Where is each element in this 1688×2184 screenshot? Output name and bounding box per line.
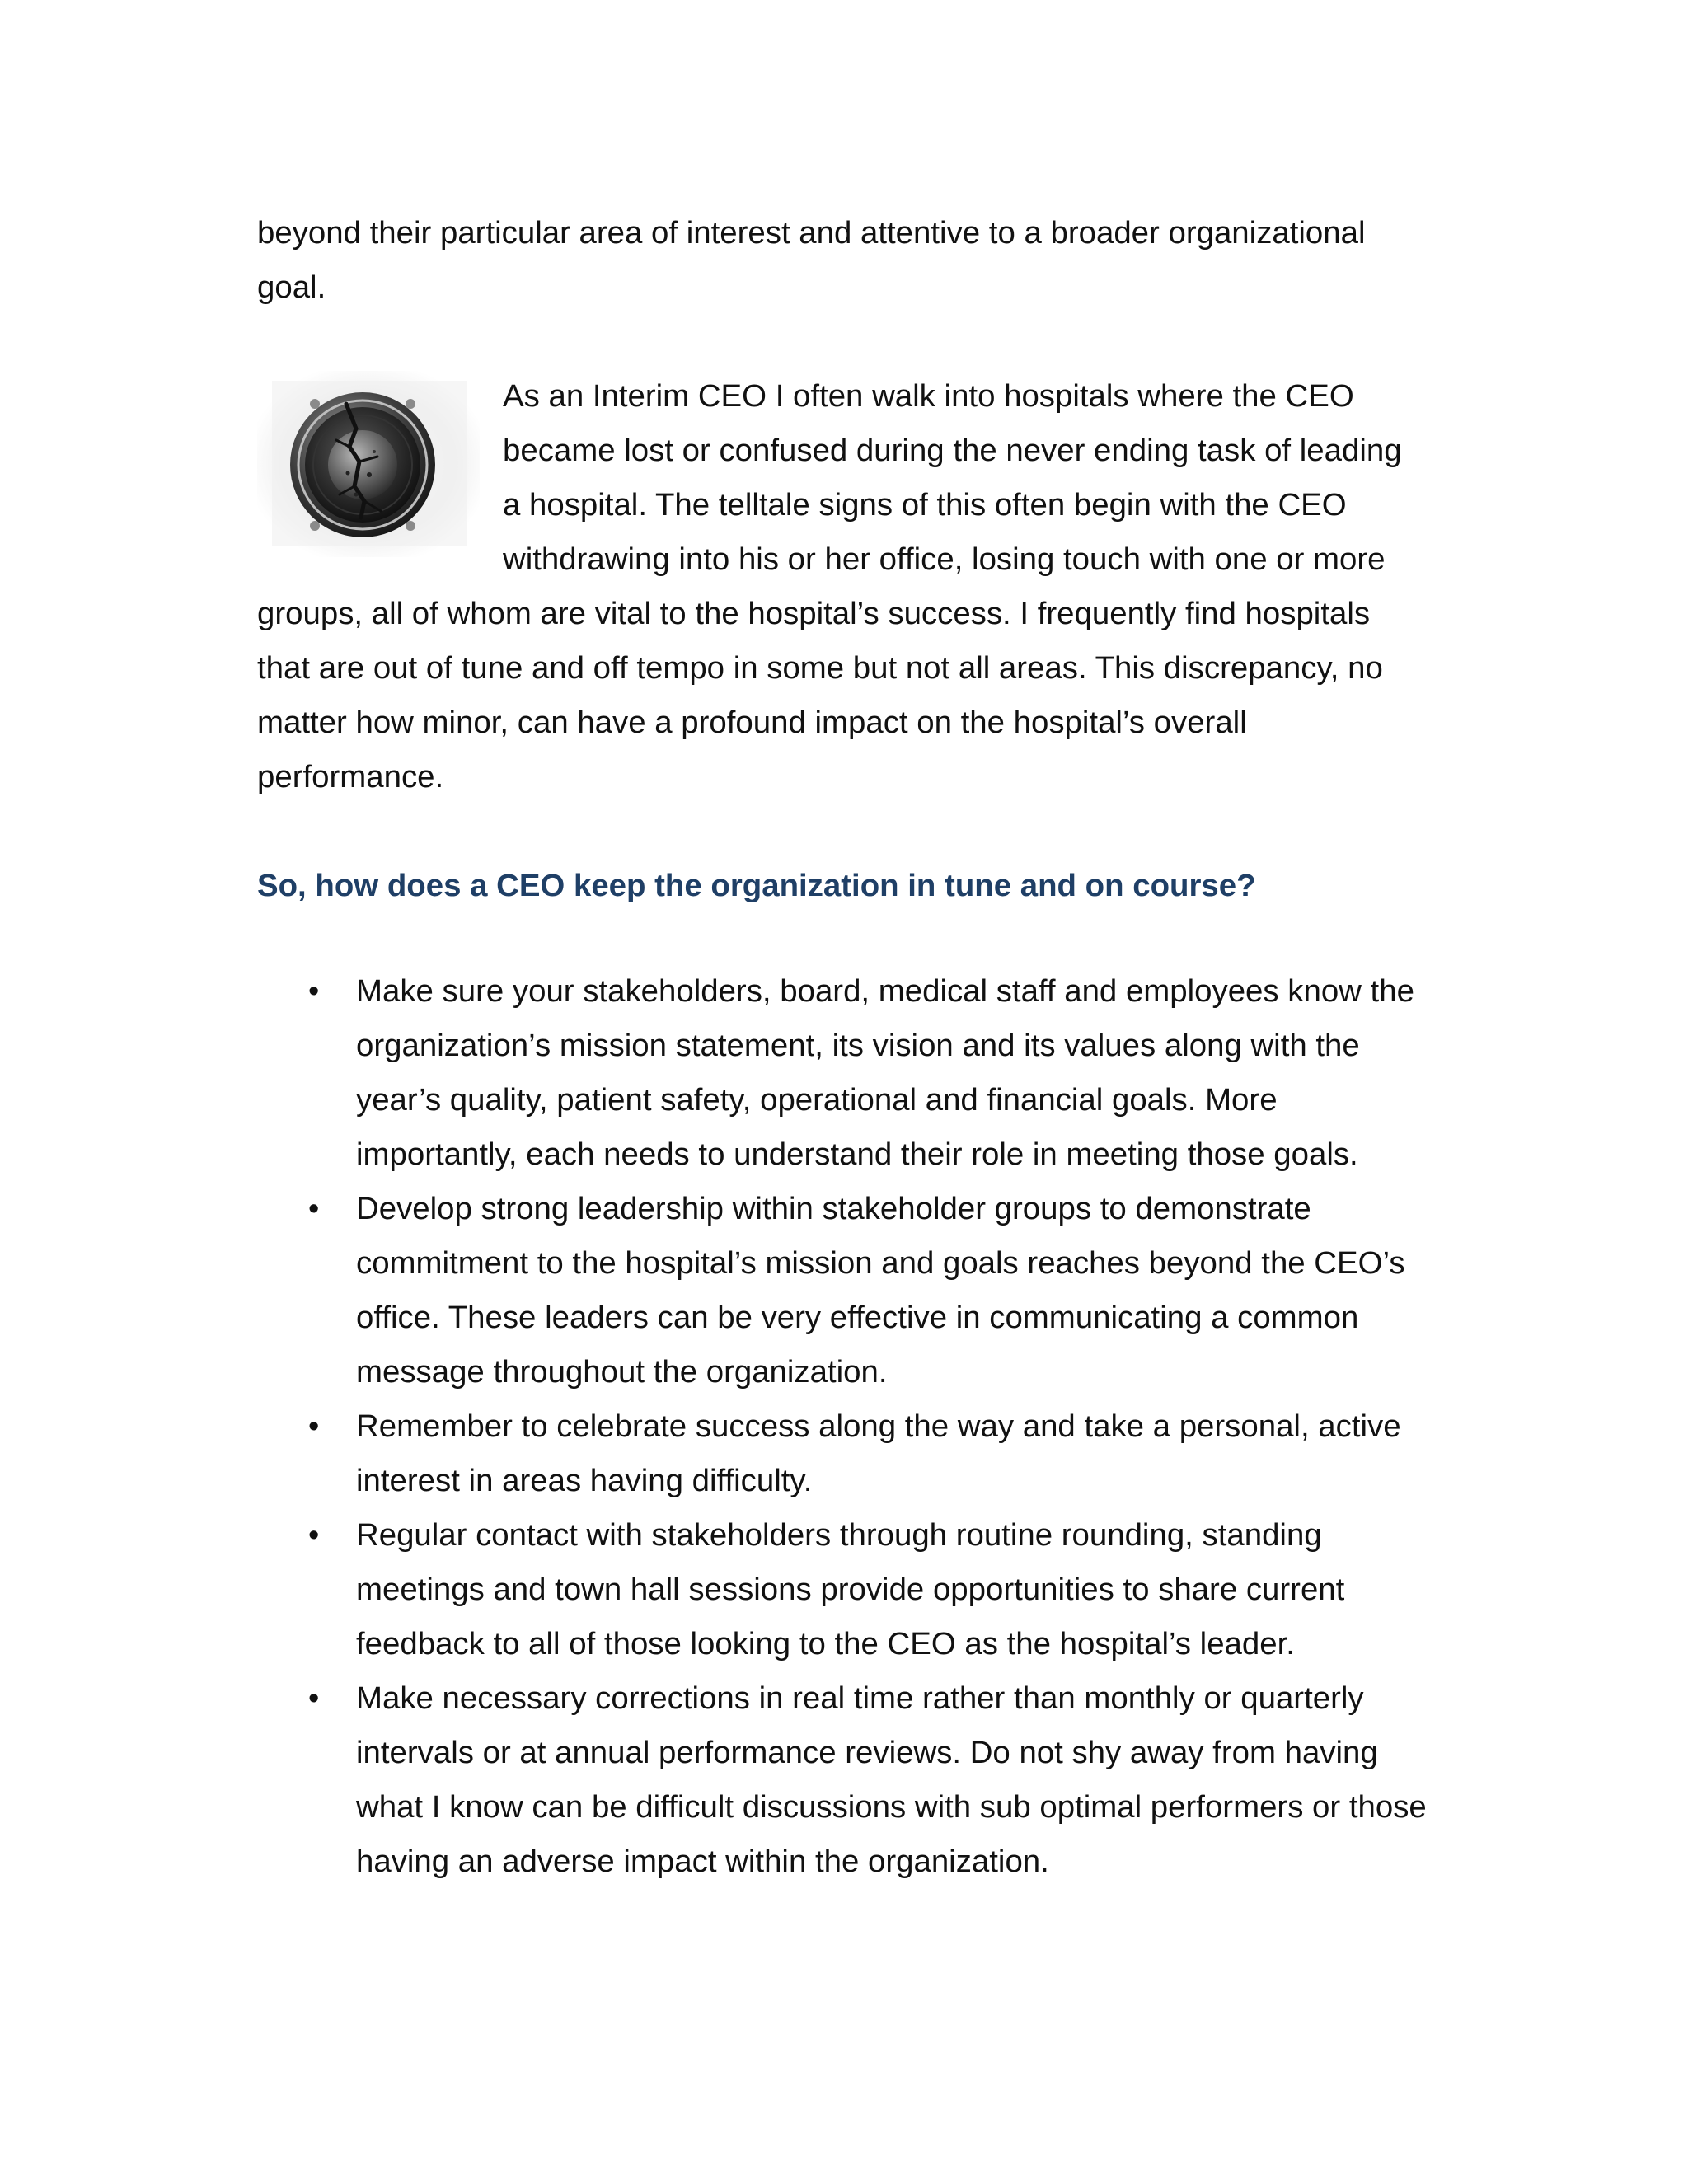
intro-paragraph: beyond their particular area of interest and attentive to a broader organizational goal. <box>257 215 1366 305</box>
list-item-text: Develop strong leadership within stakeholder groups to demonstrate commitment to the hospital’s mission and goals reaches beyond the CEO’s office. These leaders can be very effective in communicating a common message throughout the organization. <box>356 1191 1405 1390</box>
bullet-icon: • <box>308 1409 320 1444</box>
interim-ceo-paragraph: As an Interim CEO I often walk into hospitals where the CEO became lost or confused during the never ending task of leading a hospital. The telltale signs of this often begin with the CEO withdrawing into his or her office, losing touch with one or more groups, all of whom are vital to the hospital’s success. I frequently find hospitals that are out of tune and off tempo in some but not all areas. This discrepancy, no matter how minor, can have a profound impact on the hospital’s overall performance. <box>257 378 1402 794</box>
bullet-icon: • <box>308 1681 320 1716</box>
section-heading: So, how does a CEO keep the organization in tune and on course? <box>257 868 1256 903</box>
speaker-icon <box>257 371 480 557</box>
list-item-text: Regular contact with stakeholders through routine rounding, standing meetings and town hall sessions provide opportunities to share current feedback to all of those looking to the CEO as the hospital’s leader. <box>356 1517 1345 1661</box>
bullet-icon: • <box>308 974 320 1009</box>
document-body <box>257 206 1428 1889</box>
list-item <box>257 1508 1428 1671</box>
list-item-text: Make necessary corrections in real time rather than monthly or quarterly intervals or at annual performance reviews. Do not shy away from having what I know can be difficult discussions with sub optimal performers or those having an adverse impact within the organization. <box>356 1680 1427 1879</box>
list-item <box>257 1671 1428 1889</box>
list-item <box>257 964 1428 1182</box>
bullet-icon: • <box>308 1192 320 1226</box>
list-item <box>257 1399 1428 1508</box>
list-item <box>257 1182 1428 1399</box>
recommendations-list <box>257 964 1428 1889</box>
list-item-text: Remember to celebrate success along the way and take a personal, active interest in areas having difficulty. <box>356 1408 1401 1498</box>
list-item-text: Make sure your stakeholders, board, medical staff and employees know the organization’s mission statement, its vision and its values along with the year’s quality, patient safety, operational and financial goals. More importantly, each needs to understand their role in meeting those goals. <box>356 973 1414 1172</box>
bullet-icon: • <box>308 1518 320 1553</box>
